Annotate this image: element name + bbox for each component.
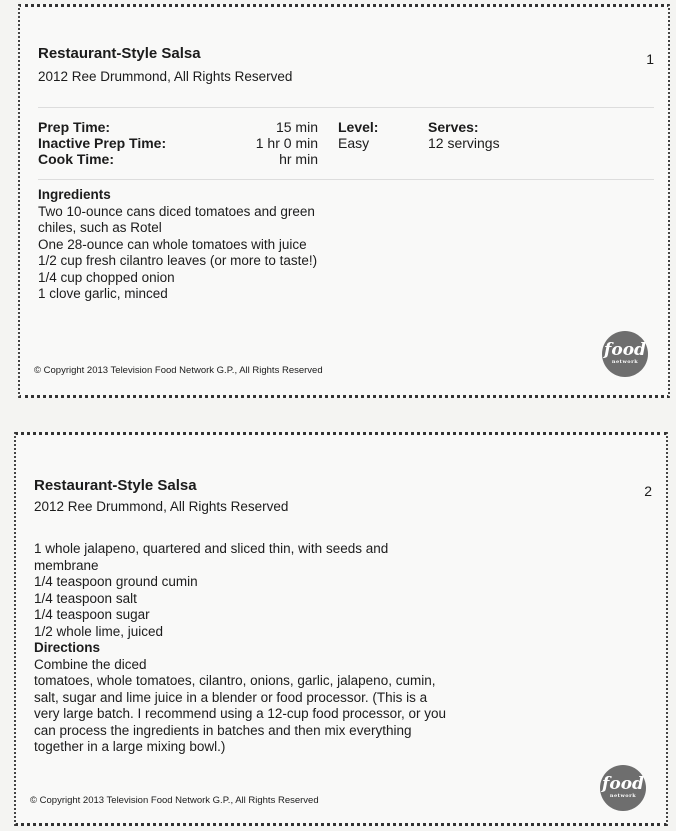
divider	[38, 179, 654, 180]
direction-line: salt, sugar and lime juice in a blender or food processor. (This is a	[34, 689, 428, 705]
direction-line: can process the ingredients in batches and then mix everything	[34, 722, 412, 738]
ingredient-line: 1 clove garlic, minced	[38, 286, 168, 301]
ingredient-line: membrane	[34, 557, 99, 573]
serves-block	[428, 119, 588, 151]
page-number: 2	[644, 483, 652, 499]
inactive-prep-label: Inactive Prep Time:	[38, 135, 167, 151]
ingredient-line: 1/4 teaspoon salt	[34, 590, 137, 606]
recipe-card-page-2	[14, 432, 668, 826]
logo-word: food	[604, 340, 646, 360]
ingredient-line: Two 10-ounce cans diced tomatoes and green	[38, 203, 315, 219]
ingredients-section	[38, 187, 438, 303]
ingredient-line: 1/4 teaspoon ground cumin	[34, 574, 198, 589]
ingredient-line: chiles, such as Rotel	[38, 220, 162, 235]
prep-time-label: Prep Time:	[38, 119, 111, 135]
cook-time-label: Cook Time:	[38, 151, 114, 167]
recipe-title: Restaurant-Style Salsa	[38, 45, 201, 62]
ingredient-line: 1/2 whole lime, juiced	[34, 623, 164, 639]
level-block	[338, 119, 418, 151]
page-number: 1	[646, 51, 654, 67]
time-values	[210, 119, 318, 167]
direction-line: Combine the diced	[34, 656, 147, 672]
ingredient-line: 1/4 cup chopped onion	[38, 269, 175, 285]
directions-heading: Directions	[34, 640, 101, 655]
copyright-notice: © Copyright 2013 Television Food Network G.P., All Rights Reserved	[34, 365, 323, 376]
ingredients-heading: Ingredients	[38, 187, 111, 202]
serves-label: Serves:	[428, 119, 479, 135]
inactive-prep-value: 1 hr 0 min	[255, 135, 318, 151]
recipe-title: Restaurant-Style Salsa	[34, 477, 197, 494]
recipe-subtitle: 2012 Ree Drummond, All Rights Reserved	[38, 69, 293, 84]
ingredients-continued	[34, 541, 484, 756]
logo-word: food	[602, 774, 644, 794]
food-network-logo	[602, 331, 648, 377]
recipe-card-page-1	[18, 4, 670, 398]
copyright-notice: © Copyright 2013 Television Food Network G.P., All Rights Reserved	[30, 795, 319, 806]
ingredient-line: 1 whole jalapeno, quartered and sliced thin, with seeds and	[34, 541, 389, 556]
food-network-logo	[600, 765, 646, 811]
logo-sub: network	[611, 359, 639, 365]
direction-line: very large batch. I recommend using a 12-cup food processor, or you	[34, 706, 446, 721]
ingredient-line: 1/4 teaspoon sugar	[34, 607, 150, 622]
divider	[38, 107, 654, 108]
recipe-subtitle: 2012 Ree Drummond, All Rights Reserved	[34, 499, 289, 514]
prep-time-value: 15 min	[275, 119, 318, 135]
direction-line: together in a large mixing bowl.)	[34, 739, 226, 754]
ingredient-line: One 28-ounce can whole tomatoes with juice	[38, 236, 307, 252]
direction-line: tomatoes, whole tomatoes, cilantro, onions, garlic, jalapeno, cumin,	[34, 673, 436, 688]
level-value: Easy	[338, 135, 370, 151]
serves-value: 12 servings	[428, 135, 500, 151]
ingredient-line: 1/2 cup fresh cilantro leaves (or more to taste!)	[38, 253, 318, 268]
cook-time-value: hr min	[279, 151, 318, 167]
level-label: Level:	[338, 119, 379, 135]
logo-sub: network	[609, 793, 637, 799]
